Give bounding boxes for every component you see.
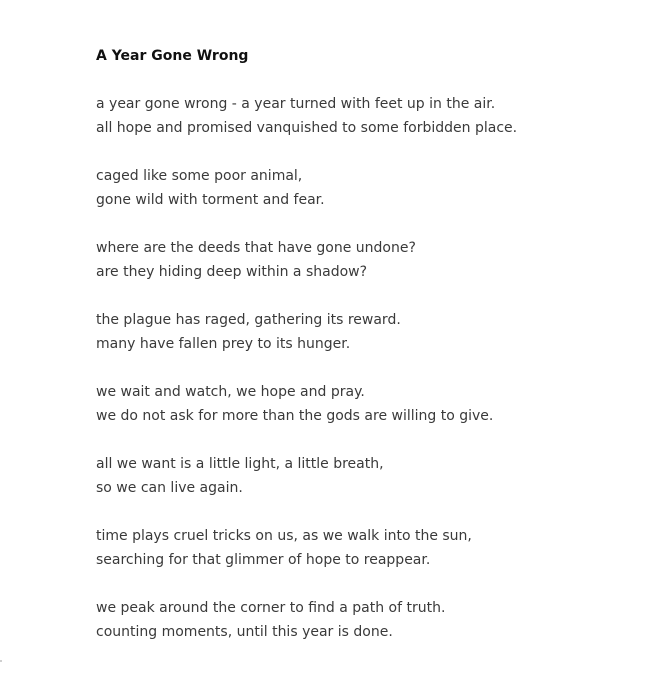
poem-line: counting moments, until this year is done.	[96, 624, 393, 640]
poem-line: so we can live again.	[96, 480, 243, 496]
poem-line: gone wild with torment and fear.	[96, 192, 325, 208]
poem-title: A Year Gone Wrong	[96, 48, 249, 64]
poem-line: all we want is a little light, a little breath,	[96, 456, 384, 472]
stanza	[96, 452, 384, 500]
poem-line: many have fallen prey to its hunger.	[96, 336, 351, 352]
poem-line: all hope and promised vanquished to some forbidden place.	[96, 120, 518, 136]
stanza	[96, 308, 401, 356]
poem-line: searching for that glimmer of hope to reappear.	[96, 552, 431, 568]
poem-line: we wait and watch, we hope and pray.	[96, 384, 365, 400]
stanza	[96, 524, 472, 572]
stanza	[96, 164, 325, 212]
poem-line: time plays cruel tricks on us, as we walk into the sun,	[96, 528, 472, 544]
poem-line: a year gone wrong - a year turned with feet up in the air.	[96, 96, 496, 112]
poem-line: we do not ask for more than the gods are willing to give.	[96, 408, 494, 424]
stanza	[96, 92, 517, 140]
stanza	[96, 596, 445, 644]
poem-line: where are the deeds that have gone undone?	[96, 240, 416, 256]
poem	[96, 44, 616, 640]
stanza	[96, 380, 493, 428]
poem-line: caged like some poor animal,	[96, 168, 303, 184]
stanza	[96, 236, 416, 284]
poem-line: are they hiding deep within a shadow?	[96, 264, 368, 280]
poem-line: we peak around the corner to find a path of truth.	[96, 600, 446, 616]
poem-line: the plague has raged, gathering its reward.	[96, 312, 401, 328]
edge-mark	[0, 660, 2, 662]
